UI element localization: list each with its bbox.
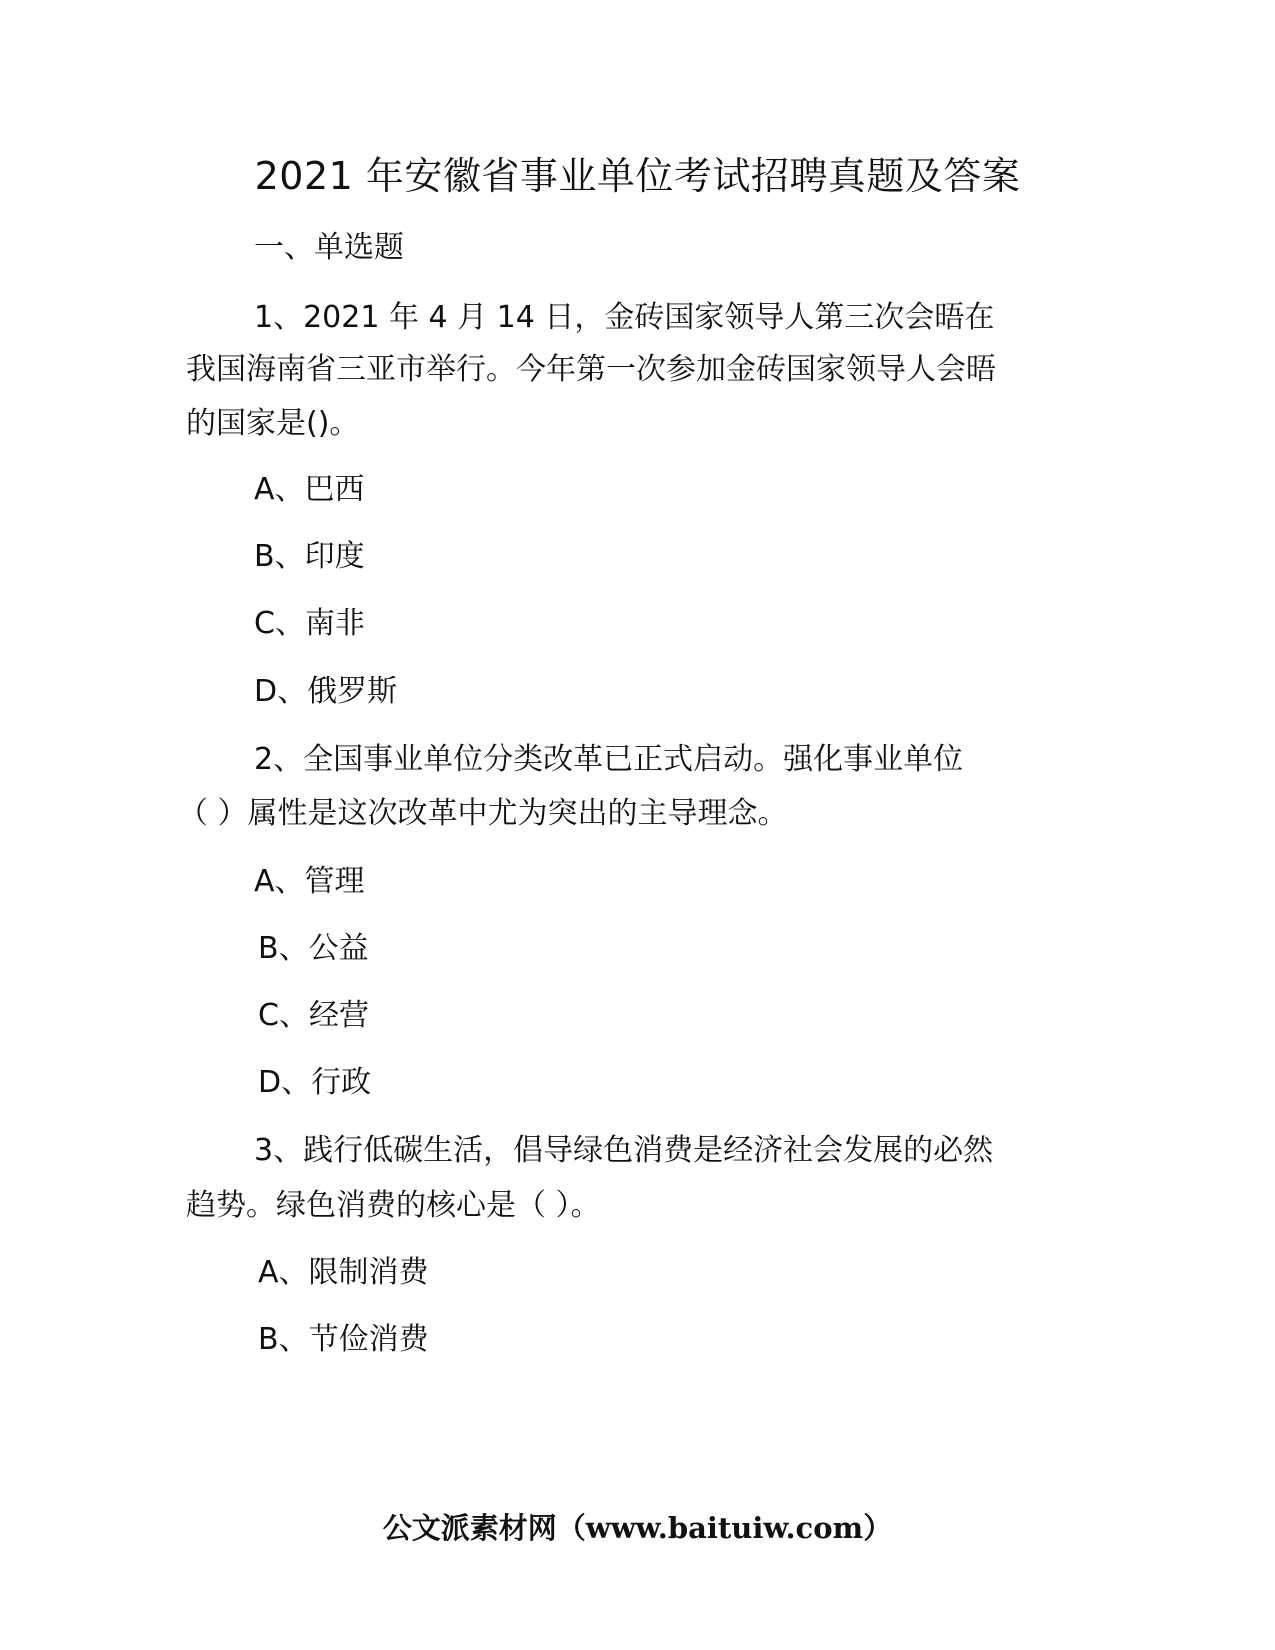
question-2-option-c: C、经营 <box>258 998 369 1033</box>
question-1-line-1: 1、2021 年 4 月 14 日，金砖国家领导人第三次会晤在 <box>254 300 995 335</box>
question-2-line-1: 2、全国事业单位分类改革已正式启动。强化事业单位 <box>254 742 964 777</box>
question-3-option-a: A、限制消费 <box>258 1255 429 1290</box>
question-2-option-a: A、管理 <box>254 864 365 899</box>
question-2-option-b: B、公益 <box>258 931 369 966</box>
question-3-line-2: 趋势。绿色消费的核心是（ ）。 <box>186 1188 601 1223</box>
document-title: 2021 年安徽省事业单位考试招聘真题及答案 <box>254 154 1021 198</box>
footer-source-text: 公文派素材网（www.baituiw.com） <box>382 1511 893 1545</box>
question-3-option-b: B、节俭消费 <box>258 1322 429 1357</box>
question-2-option-d: D、行政 <box>258 1065 372 1100</box>
section-heading: 一、单选题 <box>254 230 404 265</box>
question-1-option-c: C、南非 <box>254 606 365 641</box>
question-2-line-2: （ ）属性是这次改革中尤为突出的主导理念。 <box>178 796 788 831</box>
question-1-line-3: 的国家是()。 <box>186 406 360 441</box>
question-1-option-d: D、俄罗斯 <box>254 674 398 709</box>
question-1-option-a: A、巴西 <box>254 472 365 507</box>
question-1-line-2: 我国海南省三亚市举行。今年第一次参加金砖国家领导人会晤 <box>186 352 996 387</box>
question-1-option-b: B、印度 <box>254 539 365 574</box>
question-3-line-1: 3、践行低碳生活，倡导绿色消费是经济社会发展的必然 <box>254 1133 994 1168</box>
